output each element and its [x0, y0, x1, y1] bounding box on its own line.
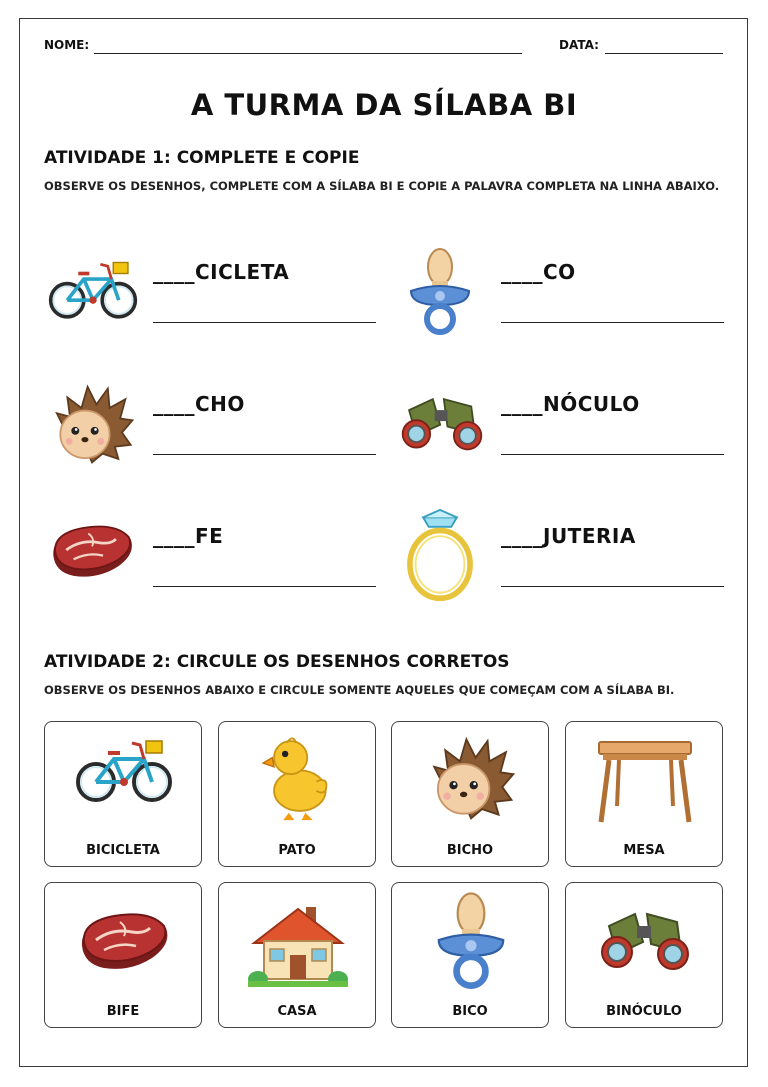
copy-line-4[interactable] — [501, 454, 724, 455]
pacifier-icon — [404, 245, 476, 335]
bicycle-icon — [74, 736, 174, 808]
activity1-instruction: OBSERVE OS DESENHOS, COMPLETE COM A SÍLABA BI E COPIE A PALAVRA COMPLETA NA LINHA ABAIXO. — [44, 179, 720, 193]
word-blank-2: ____CO — [501, 260, 576, 284]
card-label: BICHO — [446, 843, 494, 858]
activity2-title: ATIVIDADE 2: CIRCULE OS DESENHOS CORRETOS — [44, 652, 510, 672]
word-blank-4: ____NÓCULO — [501, 392, 640, 416]
card-label: BICO — [452, 1004, 488, 1019]
activity1-title: ATIVIDADE 1: COMPLETE E COPIE — [44, 148, 360, 168]
table-icon — [595, 736, 695, 826]
binoculars-icon — [595, 903, 695, 975]
hedgehog-icon — [421, 730, 521, 822]
page-title: A TURMA DA SÍLABA BI — [190, 88, 578, 122]
picture-card-bico[interactable] — [391, 882, 549, 1028]
house-icon — [248, 899, 348, 989]
copy-line-2[interactable] — [501, 322, 724, 323]
picture-card-pato[interactable] — [218, 721, 376, 867]
picture-card-mesa[interactable] — [565, 721, 723, 867]
card-label: BINÓCULO — [606, 1004, 682, 1019]
word-blank-6: ____JUTERIA — [501, 524, 636, 548]
pacifier-icon — [431, 889, 511, 989]
date-label: DATA: — [559, 38, 599, 52]
ring-icon — [402, 508, 478, 602]
name-label: NOME: — [44, 38, 90, 52]
copy-line-5[interactable] — [153, 586, 376, 587]
duck-icon — [248, 730, 348, 822]
name-line[interactable] — [94, 53, 522, 54]
copy-line-6[interactable] — [501, 586, 724, 587]
word-blank-1: ____CICLETA — [153, 260, 290, 284]
card-label: PATO — [278, 843, 316, 858]
card-label: BICICLETA — [86, 843, 160, 858]
card-label: BIFE — [106, 1004, 140, 1019]
picture-card-casa[interactable] — [218, 882, 376, 1028]
picture-card-bicicleta[interactable] — [44, 721, 202, 867]
binoculars-icon — [396, 390, 488, 454]
activity2-instruction: OBSERVE OS DESENHOS ABAIXO E CIRCULE SOMENTE AQUELES QUE COMEÇAM COM A SÍLABA BI. — [44, 683, 675, 697]
hedgehog-icon — [48, 378, 136, 466]
picture-card-bicho[interactable] — [391, 721, 549, 867]
steak-icon — [46, 518, 138, 584]
steak-icon — [74, 905, 174, 977]
picture-card-bife[interactable] — [44, 882, 202, 1028]
date-line[interactable] — [605, 53, 723, 54]
copy-line-1[interactable] — [153, 322, 376, 323]
bicycle-icon — [47, 258, 139, 324]
copy-line-3[interactable] — [153, 454, 376, 455]
word-blank-3: ____CHO — [153, 392, 245, 416]
picture-card-binoculo[interactable] — [565, 882, 723, 1028]
card-label: CASA — [277, 1004, 317, 1019]
word-blank-5: ____FE — [153, 524, 224, 548]
card-label: MESA — [623, 843, 665, 858]
